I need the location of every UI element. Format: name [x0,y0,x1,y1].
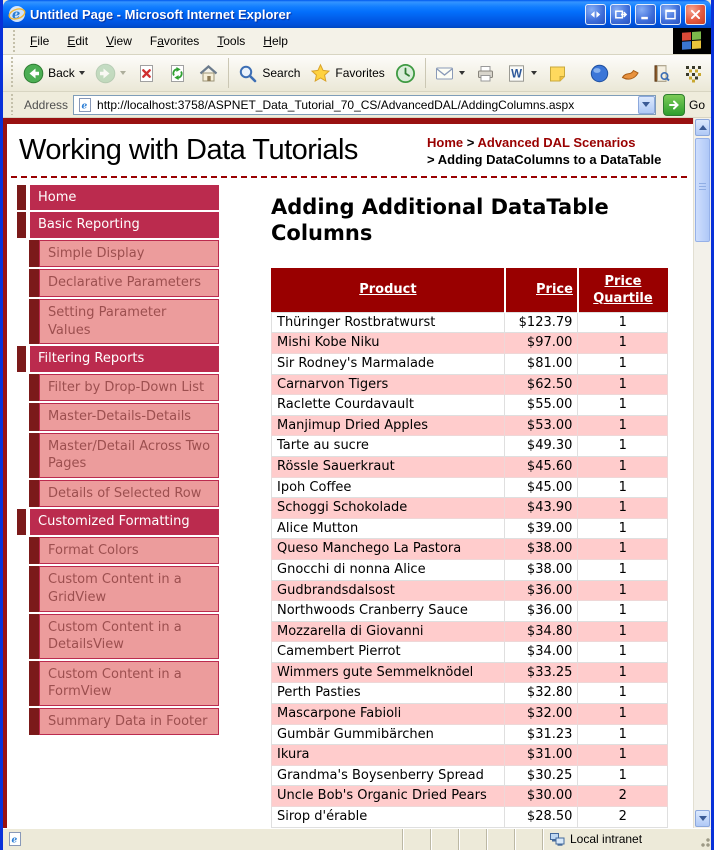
product-cell: Thüringer Rostbratwurst [272,312,505,333]
product-cell: Gnocchi di nonna Alice [272,559,505,580]
breadcrumb [427,132,687,169]
product-cell: Alice Mutton [272,518,505,539]
product-cell: Carnarvon Tigers [272,374,505,395]
sidebar-rail [29,566,39,611]
product-cell: Mishi Kobe Niku [272,333,505,354]
product-cell: Schoggi Schokolade [272,498,505,519]
price-cell: $62.50 [505,374,578,395]
status-pane [514,829,542,850]
table-row [272,621,668,642]
toolbar-separator [425,58,426,88]
product-cell: Mascarpone Fabioli [272,704,505,725]
back-label: Back [48,66,75,80]
svg-text:e: e [81,101,88,111]
page-icon [77,97,93,113]
product-cell: Mozzarella di Giovanni [272,621,505,642]
product-cell: Grandma's Boysenberry Spread [272,765,505,786]
messenger-icon [589,63,610,84]
home-button[interactable] [194,60,223,87]
sidebar-link[interactable]: Setting Parameter Values [39,299,219,344]
price-cell: $45.60 [505,456,578,477]
sort-link[interactable]: Product [359,282,417,298]
price-cell: $32.00 [505,704,578,725]
scroll-up-button[interactable] [695,119,710,136]
address-bar [3,92,711,118]
page-body [3,178,693,828]
status-pane [430,829,458,850]
address-url-input[interactable]: http://localhost:3758/ASPNET_Data_Tutorial_70_CS/AdvancedDAL/AddingColumns.aspx [97,97,575,112]
quartile-cell: 1 [578,724,668,745]
stop-button[interactable] [132,60,161,87]
search-icon [237,63,258,84]
security-zone-label: Local intranet [570,832,643,847]
table-row [272,580,668,601]
grid-icon [682,63,703,84]
column-header [505,269,578,313]
table-row [272,539,668,560]
page-icon [7,831,23,847]
table-row [272,745,668,766]
toolbar-separator [228,58,229,88]
price-cell: $32.80 [505,683,578,704]
history-icon [395,63,416,84]
address-field[interactable] [73,95,656,115]
title-bar [3,0,711,28]
toolbar-grip[interactable] [11,57,14,89]
price-cell: $49.30 [505,436,578,457]
sidebar-item [29,403,219,431]
toolbar-grip[interactable] [13,30,18,52]
print-icon [475,63,496,84]
product-cell: Ipoh Coffee [272,477,505,498]
mail-dropdown-caret[interactable] [459,71,465,75]
sidebar-link[interactable]: Custom Content in a DetailsView [39,614,219,659]
breadcrumb-separator: > [466,135,475,150]
maximize-button[interactable] [660,4,681,25]
breadcrumb-current: Adding DataColumns to a DataTable [437,151,662,167]
product-cell: Uncle Bob's Organic Dried Pears [272,786,505,807]
sidebar-item [29,566,219,611]
stop-icon [136,63,157,84]
table-row [272,374,668,395]
sidebar-rail [17,346,26,372]
mail-icon [434,63,455,84]
sidebar-item [17,185,219,211]
menu-help[interactable]: Help [254,30,297,52]
table-row [272,415,668,436]
quartile-cell: 1 [578,745,668,766]
page-header [3,124,693,169]
edit-notes-icon [547,63,568,84]
column-header [578,269,668,313]
menu-file[interactable]: File [21,30,58,52]
product-cell: Manjimup Dried Apples [272,415,505,436]
menu-edit[interactable]: Edit [58,30,97,52]
status-main-pane [7,831,402,847]
breadcrumb-link-home[interactable]: Home [427,135,464,150]
quartile-cell: 1 [578,374,668,395]
quartile-cell: 1 [578,456,668,477]
sidebar-link[interactable]: Master/Detail Across Two Pages [39,433,219,478]
sidebar-item [17,346,219,372]
price-cell: $123.79 [505,312,578,333]
quartile-cell: 1 [578,559,668,580]
windows-brand-logo [673,28,711,54]
sidebar-rail [29,537,39,565]
sidebar-link[interactable]: Filtering Reports [30,346,219,372]
sidebar-link[interactable]: Customized Formatting [30,509,219,535]
svg-text:W: W [511,68,523,80]
page-left-band [3,124,7,828]
page-title: Adding Additional DataTable Columns [271,194,609,246]
breadcrumb-current-wrap [427,152,661,169]
table-row [272,456,668,477]
sidebar-link[interactable]: Details of Selected Row [39,480,219,508]
sidebar-link[interactable]: Filter by Drop-Down List [39,374,219,402]
price-cell: $34.00 [505,642,578,663]
paint-icon [620,63,641,84]
quartile-cell: 1 [578,765,668,786]
quartile-cell: 1 [578,518,668,539]
research-button[interactable] [647,60,676,87]
price-cell: $31.00 [505,745,578,766]
sidebar-rail [29,403,39,431]
table-row [272,312,668,333]
breadcrumb-separator: > [427,151,435,167]
product-cell: Wimmers gute Semmelknödel [272,662,505,683]
quartile-cell: 2 [578,786,668,807]
address-label: Address [24,97,69,112]
price-cell: $97.00 [505,333,578,354]
table-row [272,353,668,374]
back-dropdown-caret[interactable] [79,71,85,75]
price-cell: $43.90 [505,498,578,519]
status-pane [486,829,514,850]
resize-grip[interactable] [697,829,711,850]
sort-link[interactable]: Price Quartile [593,274,653,306]
quartile-cell: 1 [578,621,668,642]
site-title: Working with Data Tutorials [19,134,358,166]
product-cell: Gumbär Gummibärchen [272,724,505,745]
table-row [272,395,668,416]
sidebar-link[interactable]: Custom Content in a GridView [39,566,219,611]
go-button[interactable] [661,93,707,117]
messenger-button[interactable] [585,60,614,87]
status-pane [458,829,486,850]
toolbar-grip[interactable] [11,94,16,115]
table-row [272,807,668,828]
local-intranet-icon [549,831,565,847]
windows-flag-icon [682,31,702,50]
status-bar [3,828,711,850]
pop-out-button[interactable] [610,4,631,25]
quartile-cell: 1 [578,580,668,601]
sidebar-item [29,661,219,706]
sidebar-link[interactable]: Format Colors [39,537,219,565]
status-pane [402,829,430,850]
forward-icon [95,63,116,84]
product-cell: Camembert Pierrot [272,642,505,663]
product-cell: Tarte au sucre [272,436,505,457]
sidebar-link[interactable]: Home [30,185,219,211]
research-icon [651,63,672,84]
product-cell: Queso Manchego La Pastora [272,539,505,560]
table-row [272,704,668,725]
sidebar-link[interactable]: Summary Data in Footer [39,708,219,736]
history-button[interactable] [391,60,420,87]
quartile-cell: 1 [578,642,668,663]
table-row [272,601,668,622]
quartile-cell: 1 [578,312,668,333]
favorites-icon [310,63,331,84]
edit-with-word-button[interactable] [502,60,541,87]
quartile-cell: 1 [578,436,668,457]
grid-tool-button[interactable] [678,60,707,87]
quartile-cell: 1 [578,704,668,725]
column-header [272,269,505,313]
quartile-cell: 1 [578,539,668,560]
favorites-label: Favorites [335,66,385,80]
quartile-cell: 1 [578,415,668,436]
sidebar-rail [17,509,26,535]
table-row [272,786,668,807]
print-button[interactable] [471,60,500,87]
web-page [3,118,693,828]
browser-viewport [3,118,711,828]
refresh-button[interactable] [163,60,192,87]
product-cell: Perth Pasties [272,683,505,704]
security-zone-pane [542,829,697,850]
paint-button[interactable] [616,60,645,87]
table-row [272,724,668,745]
vertical-scrollbar[interactable] [693,118,711,828]
products-table [271,268,668,827]
sidebar-item [29,614,219,659]
product-cell: Ikura [272,745,505,766]
sidebar-link[interactable]: Master-Details-Details [39,403,219,431]
quartile-cell: 1 [578,395,668,416]
menu-tools[interactable]: Tools [208,30,254,52]
close-button[interactable] [685,4,706,25]
sidebar-item [29,708,219,736]
back-button[interactable] [19,60,89,87]
sidebar-rail [29,661,39,706]
sidebar-rail [29,240,39,268]
forward-button[interactable] [91,60,130,87]
price-cell: $33.25 [505,662,578,683]
scroll-down-button[interactable] [695,810,710,827]
mail-button[interactable] [430,60,469,87]
table-row [272,662,668,683]
back-icon [23,63,44,84]
table-row [272,765,668,786]
forward-dropdown-caret [120,71,126,75]
price-cell: $34.80 [505,621,578,642]
sidebar-rail [29,614,39,659]
sidebar-link[interactable]: Basic Reporting [30,212,219,238]
sidebar-rail [29,708,39,736]
price-cell: $53.00 [505,415,578,436]
table-header-row [272,269,668,313]
sidebar-navigation [17,185,219,737]
product-cell: Raclette Courdavault [272,395,505,416]
go-label: Go [688,97,705,112]
quartile-cell: 1 [578,601,668,622]
window-title: Untitled Page - Microsoft Internet Explorer [30,6,291,22]
product-cell: Northwoods Cranberry Sauce [272,601,505,622]
svg-text:e: e [12,7,21,23]
edit-notes-button[interactable] [543,60,572,87]
sidebar-link[interactable]: Simple Display [39,240,219,268]
product-cell: Sir Rodney's Marmalade [272,353,505,374]
sidebar-link[interactable]: Declarative Parameters [39,269,219,297]
product-cell: Gudbrandsdalsost [272,580,505,601]
sidebar-item [17,212,219,238]
table-row [272,518,668,539]
menu-favorites[interactable]: Favorites [141,30,208,52]
price-cell: $45.00 [505,477,578,498]
svg-text:e: e [11,835,18,846]
quartile-cell: 1 [578,477,668,498]
sidebar-item [29,374,219,402]
product-cell: Rössle Sauerkraut [272,456,505,477]
quartile-cell: 1 [578,353,668,374]
table-row [272,333,668,354]
refresh-icon [167,63,188,84]
price-cell: $36.00 [505,580,578,601]
table-row [272,498,668,519]
sidebar-rail [29,433,39,478]
price-cell: $38.00 [505,559,578,580]
navigation-toolbar [3,55,711,92]
search-label: Search [262,66,301,80]
menu-view[interactable]: View [97,30,141,52]
price-cell: $30.25 [505,765,578,786]
sidebar-rail [29,374,39,402]
sidebar-rail [29,269,39,297]
price-cell: $28.50 [505,807,578,828]
sidebar-item [17,509,219,535]
address-dropdown-button[interactable] [638,96,655,114]
price-cell: $81.00 [505,353,578,374]
sort-link[interactable]: Price [536,282,573,298]
sidebar-item [29,240,219,268]
sidebar-item [29,480,219,508]
ie-logo-icon [8,5,26,23]
sidebar-item [29,433,219,478]
quartile-cell: 1 [578,662,668,683]
price-cell: $39.00 [505,518,578,539]
menu-bar [3,28,711,55]
breadcrumb-link-section[interactable]: Advanced DAL Scenarios [477,135,636,150]
table-row [272,642,668,663]
search-button[interactable] [233,60,304,87]
sidebar-rail [29,480,39,508]
pan-left-right-button[interactable] [585,4,606,25]
sidebar-item [29,537,219,565]
scrollbar-thumb[interactable] [695,138,710,242]
price-cell: $36.00 [505,601,578,622]
sidebar-link[interactable]: Custom Content in a FormView [39,661,219,706]
word-dropdown-caret[interactable] [531,71,537,75]
quartile-cell: 1 [578,683,668,704]
main-content [219,178,693,828]
sidebar-rail [29,299,39,344]
minimize-button[interactable] [635,4,656,25]
favorites-button[interactable] [306,60,388,87]
price-cell: $31.23 [505,724,578,745]
price-cell: $55.00 [505,395,578,416]
word-icon [506,63,527,84]
quartile-cell: 2 [578,807,668,828]
table-row [272,477,668,498]
sidebar-rail [17,185,26,211]
table-row [272,559,668,580]
price-cell: $30.00 [505,786,578,807]
sidebar-rail [17,212,26,238]
product-cell: Sirop d'érable [272,807,505,828]
sidebar-item [29,269,219,297]
table-row [272,436,668,457]
price-cell: $38.00 [505,539,578,560]
table-row [272,683,668,704]
quartile-cell: 1 [578,333,668,354]
go-arrow-icon [663,94,685,116]
home-icon [198,63,219,84]
sidebar-item [29,299,219,344]
quartile-cell: 1 [578,498,668,519]
